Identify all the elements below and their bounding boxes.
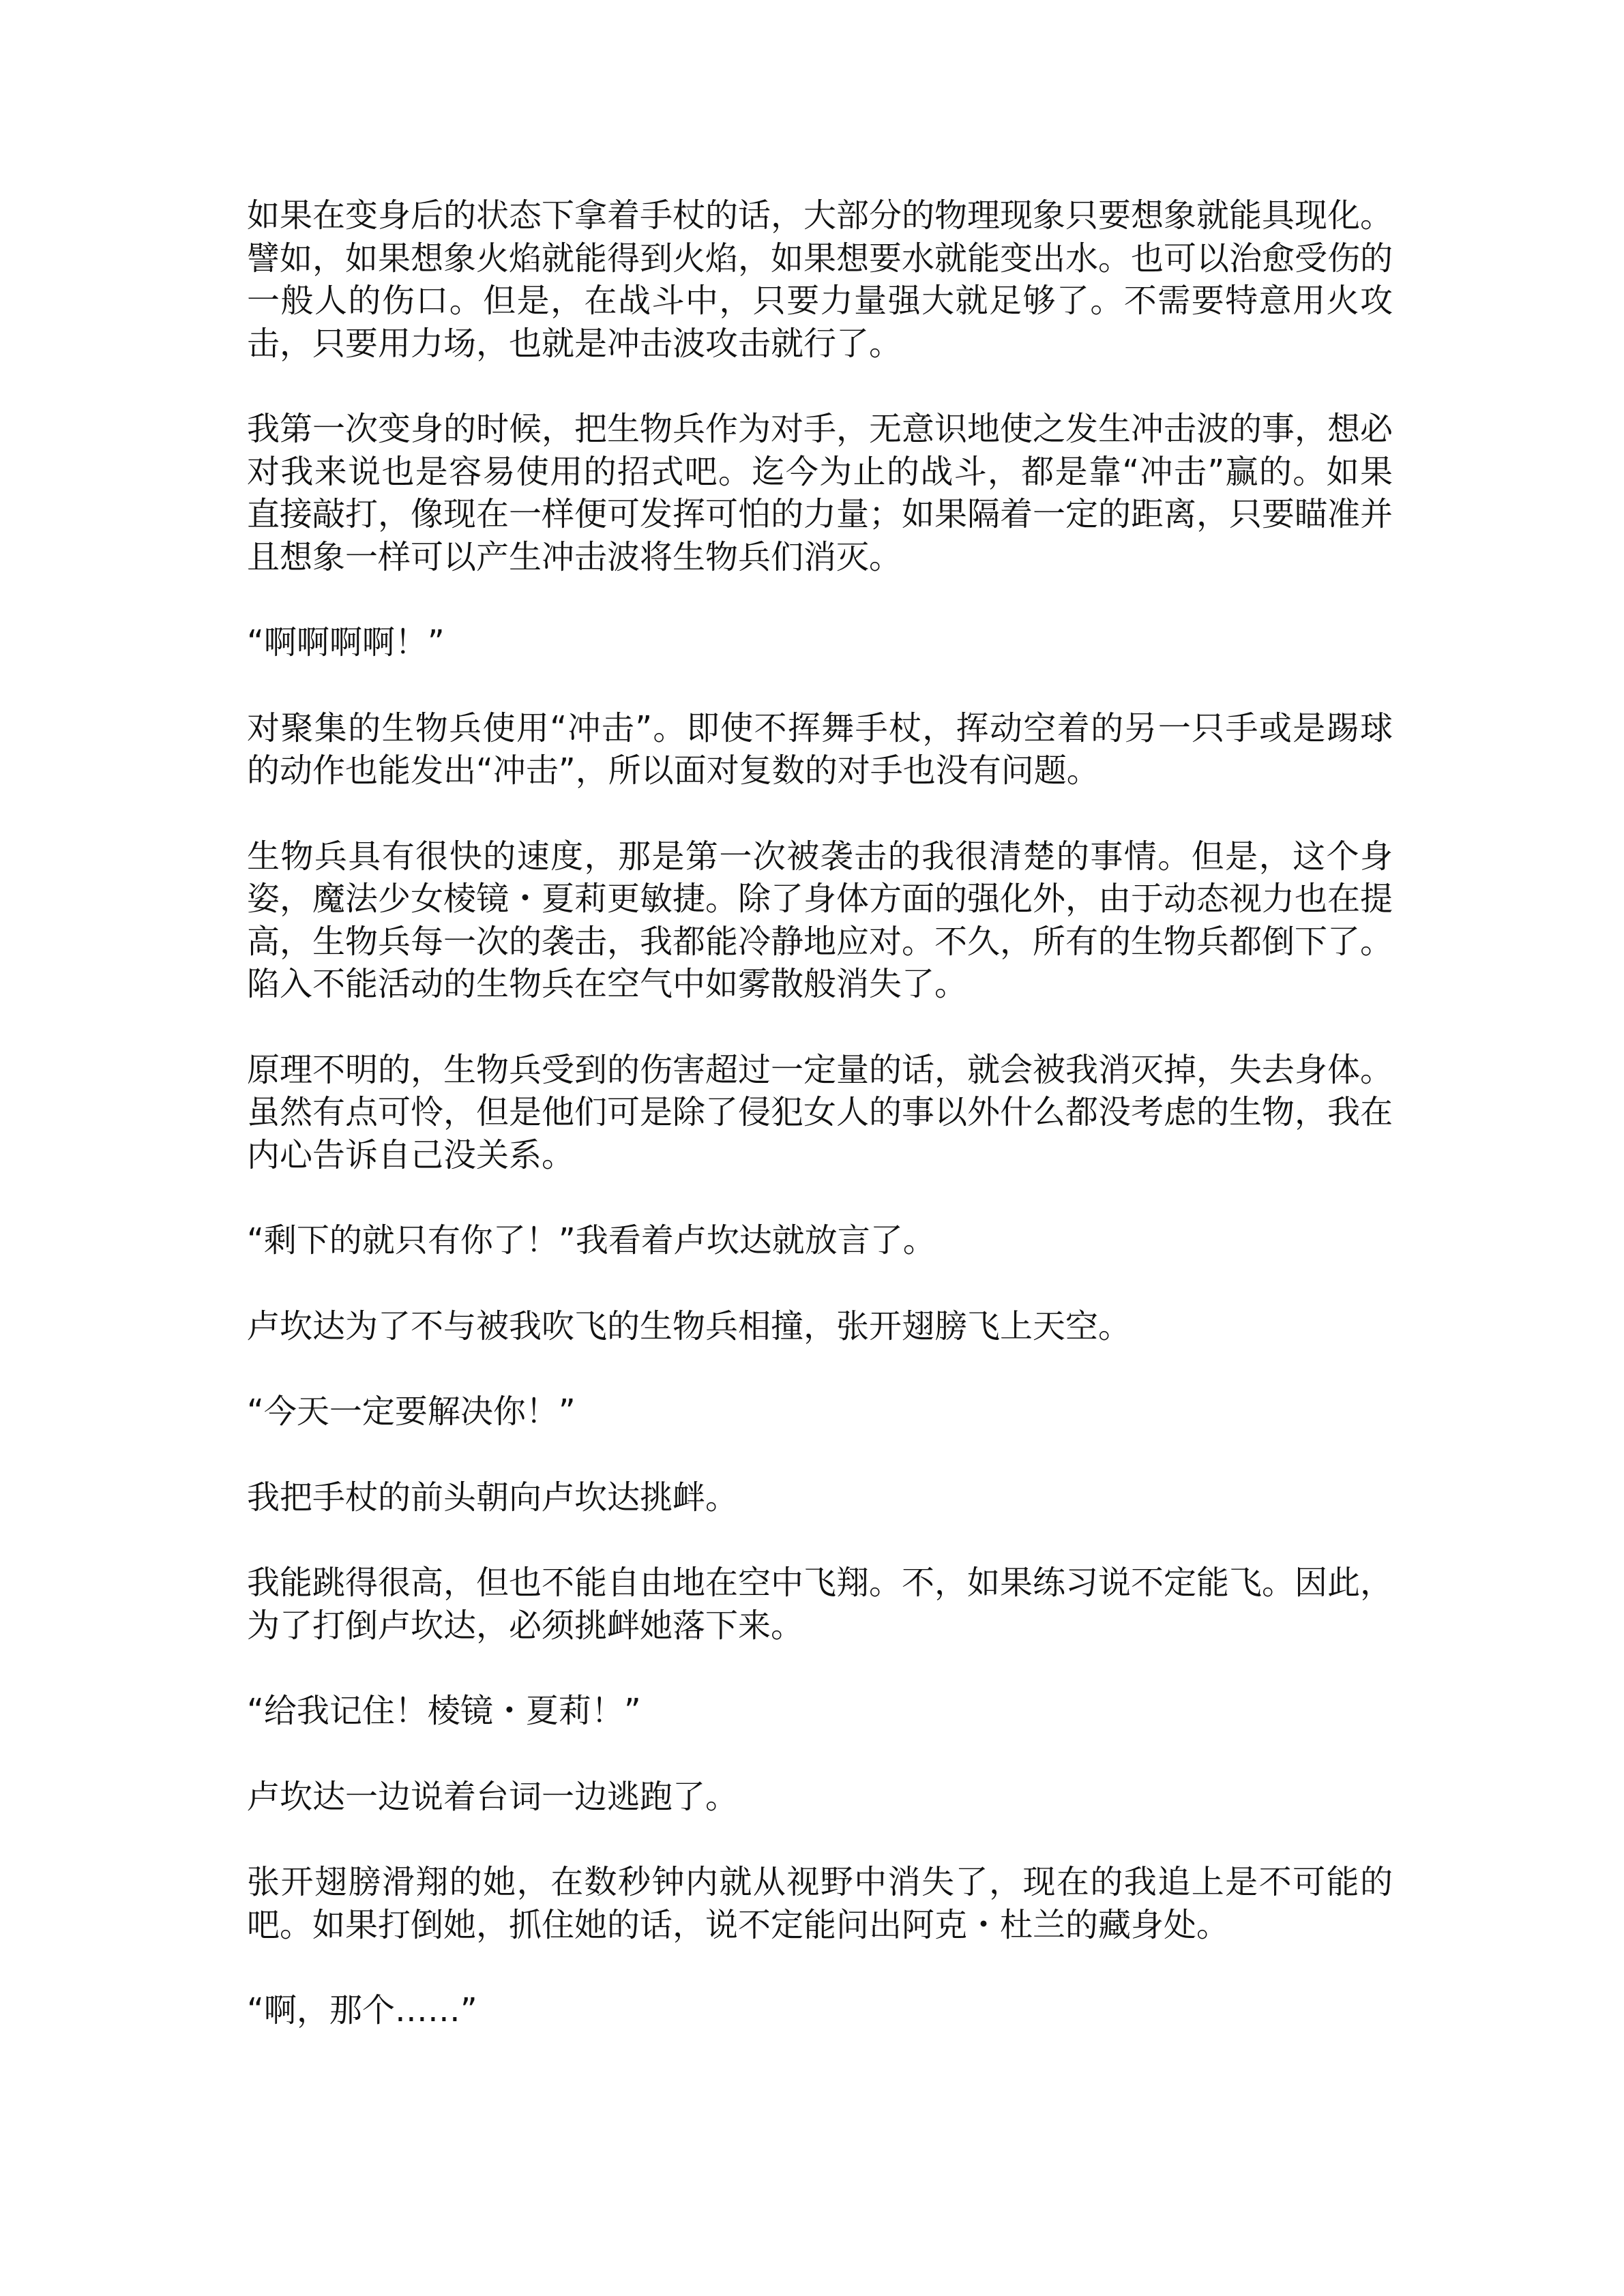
paragraph: 原理不明的，生物兵受到的伤害超过一定量的话，就会被我消灭掉，失去身体。虽然有点可怜，但是他们可是除了侵犯女人的事以外什么都没考虑的生物，我在内心告诉自己没关系。 <box>247 1050 1393 1174</box>
paragraph: 生物兵具有很快的速度，那是第一次被袭击的我很清楚的事情。但是，这个身姿，魔法少女棱镜・夏莉更敏捷。除了身体方面的强化外，由于动态视力也在提高，生物兵每一次的袭击，我都能冷静地应对。不久，所有的生物兵都倒下了。陷入不能活动的生物兵在空气中如雾散般消失了。 <box>247 837 1393 1003</box>
document-body <box>247 194 1393 2032</box>
paragraph: 张开翅膀滑翔的她，在数秒钟内就从视野中消失了，现在的我追上是不可能的吧。如果打倒她，抓住她的话，说不定能问出阿克・杜兰的藏身处。 <box>247 1863 1393 1944</box>
dialogue-line: “今天一定要解决你！” <box>247 1392 576 1431</box>
paragraph: 卢坎达为了不与被我吹飞的生物兵相撞，张开翅膀飞上天空。 <box>247 1307 1132 1345</box>
paragraph: 对聚集的生物兵使用“冲击”。即使不挥舞手杖，挥动空着的另一只手或是踢球的动作也能发出“冲击”，所以面对复数的对手也没有问题。 <box>247 709 1393 790</box>
paragraph: 我能跳得很高，但也不能自由地在空中飞翔。不，如果练习说不定能飞。因此，为了打倒卢坎达，必须挑衅她落下来。 <box>247 1564 1393 1645</box>
paragraph: 我把手杖的前头朝向卢坎达挑衅。 <box>247 1478 739 1517</box>
dialogue-line: “剩下的就只有你了！”我看着卢坎达就放言了。 <box>247 1221 936 1259</box>
paragraph: 卢坎达一边说着台词一边逃跑了。 <box>247 1777 739 1816</box>
dialogue-line: “啊，那个……” <box>247 1991 477 2029</box>
paragraph: 如果在变身后的状态下拿着手杖的话，大部分的物理现象只要想象就能具现化。譬如，如果想象火焰就能得到火焰，如果想要水就能变出水。也可以治愈受伤的一般人的伤口。但是，在战斗中，只要力量强大就足够了。不需要特意用火攻击，只要用力场，也就是冲击波攻击就行了。 <box>247 196 1393 363</box>
dialogue-line: “给我记住！棱镜・夏莉！” <box>247 1692 641 1730</box>
dialogue-line: “啊啊啊啊！” <box>247 623 445 661</box>
paragraph: 我第一次变身的时候，把生物兵作为对手，无意识地使之发生冲击波的事，想必对我来说也是容易使用的招式吧。迄今为止的战斗，都是靠“冲击”赢的。如果直接敲打，像现在一样便可发挥可怕的力量；如果隔着一定的距离，只要瞄准并且想象一样可以产生冲击波将生物兵们消灭。 <box>247 410 1393 576</box>
